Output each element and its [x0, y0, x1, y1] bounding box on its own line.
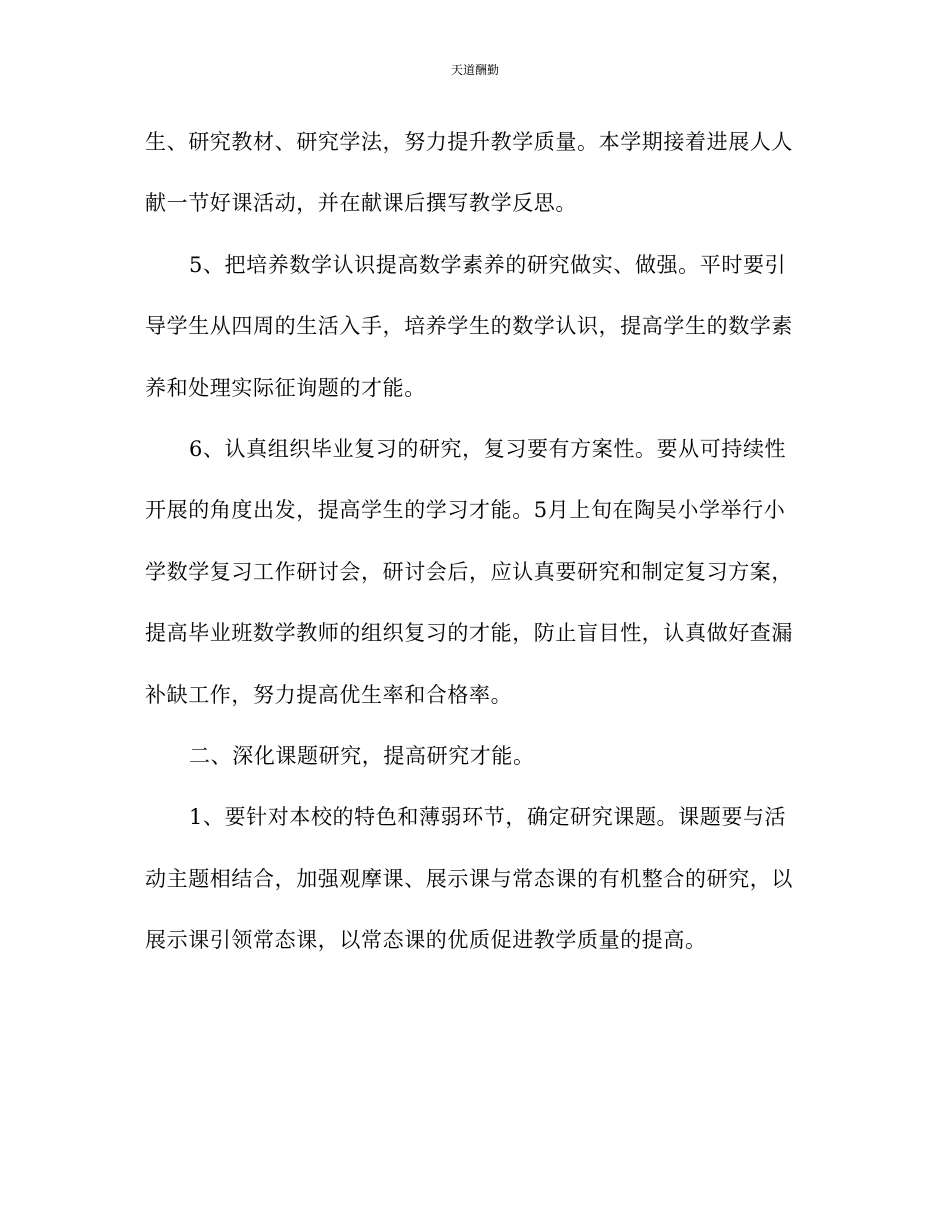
text-line: 学数学复习工作研讨会，研讨会后，应认真要研究和制定复习方案， — [145, 559, 793, 584]
text-line: 献一节好课活动，并在献课后撰写教学反思。 — [145, 191, 577, 216]
text-line: 开展的角度出发，提高学生的学习才能。5月上旬在陶吴小学举行小 — [145, 498, 786, 523]
document-body — [145, 122, 807, 981]
text-line: 5、把培养数学认识提高数学素养的研究做实、做强。平时要引 — [189, 252, 787, 277]
page-header: 天道酬勤 — [450, 63, 499, 77]
text-line: 展示课引领常态课，以常态课的优质促进教学质量的提高。 — [145, 928, 707, 953]
text-line: 1、要针对本校的特色和薄弱环节，确定研究课题。课题要与活 — [189, 805, 787, 830]
text-line: 动主题相结合，加强观摩课、展示课与常态课的有机整合的研究，以 — [145, 866, 793, 891]
text-line: 提高毕业班数学教师的组织复习的才能，防止盲目性，认真做好查漏 — [145, 621, 793, 646]
text-line: 导学生从四周的生活入手，培养学生的数学认识，提高学生的数学素 — [145, 314, 793, 339]
text-line: 养和处理实际征询题的才能。 — [145, 375, 426, 400]
text-line: 6、认真组织毕业复习的研究，复习要有方案性。要从可持续性 — [189, 436, 787, 461]
section-heading: 二、深化课题研究，提高研究才能。 — [189, 743, 535, 768]
text-line: 补缺工作，努力提高优生率和合格率。 — [145, 682, 513, 707]
text-line: 生、研究教材、研究学法，努力提升教学质量。本学期接着进展人人 — [145, 130, 793, 154]
